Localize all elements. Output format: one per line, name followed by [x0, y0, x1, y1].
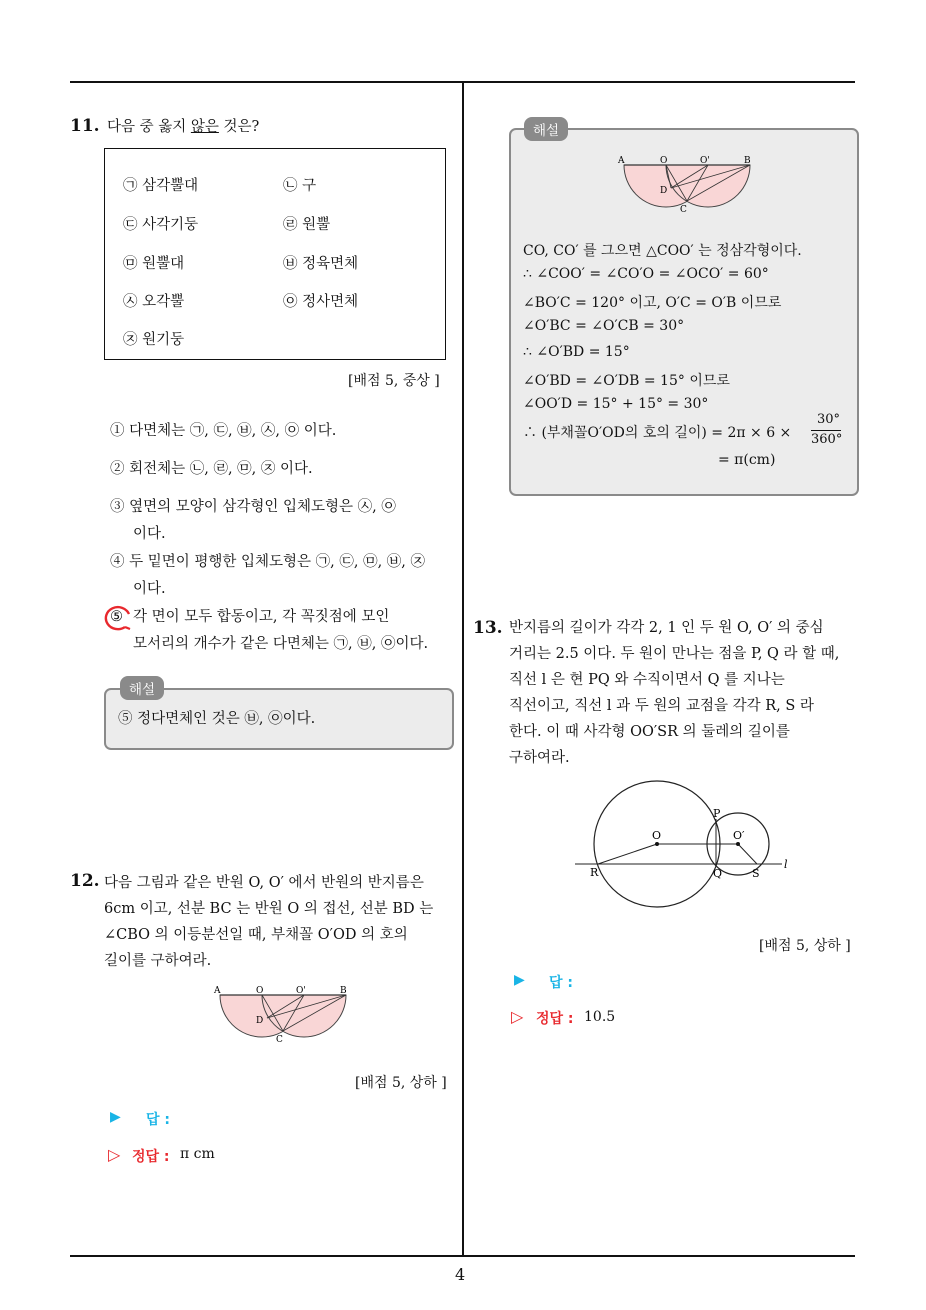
column-divider [462, 82, 464, 1256]
stem-text: 다음 중 옳지 [107, 119, 191, 135]
question-13-line: 거리는 2.5 이다. 두 원이 만나는 점을 P, Q 라 할 때, [509, 646, 840, 662]
q13-fig-label: P [713, 807, 721, 820]
q13-correct-value: 10.5 [584, 1009, 616, 1025]
fraction-denominator: 360° [811, 432, 843, 447]
q12-answer-marker: ▶ [110, 1109, 121, 1125]
q12-solution-figure [612, 152, 762, 214]
option-4[interactable]: ④ 두 밑면이 평행한 입체도형은 ㉠, ㉢, ㉤, ㉥, ㉨ [110, 554, 426, 570]
q12-solution-line: CO, CO′ 를 그으면 △COO′ 는 정삼각형이다. [523, 243, 802, 259]
q12-correct-marker: ▷ [108, 1145, 121, 1164]
q13-fig-label: O′ [733, 829, 745, 842]
q13-correct-label: 정답 : [536, 1011, 574, 1027]
solid-item: ㉧ 정사면체 [283, 294, 359, 310]
q13-fig-label: Q [713, 867, 723, 880]
q11-solution-tag: 해설 [120, 676, 164, 700]
q12-fig-label: O' [296, 986, 306, 996]
q12-solution-line: ∠BO′C = 120° 이고, O′C = O′B 이므로 [523, 295, 782, 311]
solid-item: ㉣ 원뿔 [283, 217, 331, 233]
question-13-line: 한다. 이 때 사각형 OO′SR 의 둘레의 길이를 [509, 724, 790, 740]
q12-solution-line: ∠OO′D = 15° + 15° = 30° [523, 396, 709, 412]
question-13-number: 13. [473, 618, 503, 638]
question-11-meta: [배점 5, 중상 ] [348, 373, 440, 389]
option-5-cont: 모서리의 개수가 같은 다면체는 ㉠, ㉥, ㉧이다. [133, 636, 429, 652]
solid-item: ㉦ 오각뿔 [123, 294, 185, 310]
q12-correct-label: 정답 : [132, 1149, 170, 1165]
question-13-line: 반지름의 길이가 각각 2, 1 인 두 원 O, O′ 의 중심 [509, 620, 824, 636]
solid-item: ㉥ 정육면체 [283, 256, 359, 272]
question-12-number: 12. [70, 871, 100, 891]
question-13-line: 구하여라. [509, 750, 570, 766]
solid-item: ㉡ 구 [283, 178, 317, 194]
question-11-number: 11. [70, 116, 100, 136]
q12-sol-fig-label: D [660, 186, 668, 196]
q13-fig-label: O [652, 829, 662, 842]
q12-solution-line: ∠O′BC = ∠O′CB = 30° [523, 318, 685, 334]
fraction-bar [811, 430, 841, 431]
q12-solution-line: ∴ ∠O′BD = 15° [523, 344, 630, 360]
question-12-meta: [배점 5, 상하 ] [355, 1075, 447, 1091]
q12-fig-label: D [256, 1016, 264, 1026]
bottom-rule [70, 1255, 855, 1257]
q13-answer-label: 답 : [549, 975, 573, 991]
option-2[interactable]: ② 회전체는 ㉡, ㉣, ㉤, ㉨ 이다. [110, 461, 313, 477]
q13-answer-marker: ▶ [514, 972, 525, 988]
question-12-line: 6cm 이고, 선분 BC 는 반원 O 의 접선, 선분 BD 는 [104, 901, 434, 917]
question-11-stem [107, 114, 259, 140]
question-12-line: 다음 그림과 같은 반원 O, O′ 에서 반원의 반지름은 [104, 875, 424, 891]
q12-solution-line: ∴ ∠COO′ = ∠CO′O = ∠OCO′ = 60° [523, 266, 769, 282]
q13-fig-label: S [752, 867, 760, 880]
answer-mark-circle [103, 604, 133, 632]
q12-solution-box [509, 128, 859, 496]
q12-sol-fig-label: A [618, 156, 625, 166]
q12-fig-label: C [276, 1035, 283, 1044]
q12-solution-line: = π(cm) [718, 452, 776, 468]
q12-fig-label: A [214, 986, 221, 996]
q13-fig-label: R [590, 866, 599, 879]
q12-sol-fig-label: O [660, 156, 668, 166]
stem-underlined: 않은 [190, 119, 219, 135]
fraction-numerator: 30° [817, 412, 841, 427]
question-13-line: 직선이고, 직선 l 과 두 원의 교점을 각각 R, S 라 [509, 698, 814, 714]
q13-fig-label: l [784, 858, 788, 871]
solid-item: ㉨ 원기둥 [123, 332, 185, 348]
q12-sol-fig-label: B [744, 156, 751, 166]
option-5-number[interactable]: ⑤ [110, 609, 123, 625]
q12-fig-label: B [340, 986, 347, 996]
q13-circles-figure [570, 775, 800, 915]
q12-solution-line: ∠O′BD = ∠O′DB = 15° 이므로 [523, 373, 730, 389]
solid-item: ㉤ 원뿔대 [123, 256, 185, 272]
q12-solution-tag: 해설 [524, 117, 568, 141]
page-number: 4 [455, 1265, 466, 1284]
question-12-line: 길이를 구하여라. [104, 953, 212, 969]
option-1[interactable]: ① 다면체는 ㉠, ㉢, ㉥, ㉦, ㉧ 이다. [110, 423, 337, 439]
q12-solution-line: ∴ (부채꼴O′OD의 호의 길이) = 2π × 6 × [523, 425, 792, 441]
solid-item: ㉢ 사각기둥 [123, 217, 199, 233]
q11-solution-text: ⑤ 정다면체인 것은 ㉥, ㉧이다. [118, 711, 316, 727]
question-13-line: 직선 l 은 현 PQ 와 수직이면서 Q 를 지나는 [509, 672, 785, 688]
q12-fig-label: O [256, 986, 264, 996]
q12-semicircle-figure [208, 982, 358, 1044]
option-4-cont: 이다. [133, 581, 166, 597]
solids-box [104, 148, 446, 360]
question-12-line: ∠CBO 의 이등분선일 때, 부채꼴 O′OD 의 호의 [104, 927, 408, 943]
option-5[interactable]: 각 면이 모두 합동이고, 각 꼭짓점에 모인 [133, 609, 390, 625]
option-3[interactable]: ③ 옆면의 모양이 삼각형인 입체도형은 ㉦, ㉧ [110, 499, 396, 515]
q13-correct-marker: ▷ [511, 1007, 524, 1026]
solid-item: ㉠ 삼각뿔대 [123, 178, 199, 194]
q12-correct-value: π cm [180, 1146, 215, 1162]
q12-answer-label: 답 : [146, 1112, 170, 1128]
question-13-meta: [배점 5, 상하 ] [759, 938, 851, 954]
stem-text-end: 것은? [218, 119, 260, 135]
option-3-cont: 이다. [133, 526, 166, 542]
q12-sol-fig-label: O' [700, 156, 710, 166]
q12-sol-fig-label: C [680, 205, 687, 214]
